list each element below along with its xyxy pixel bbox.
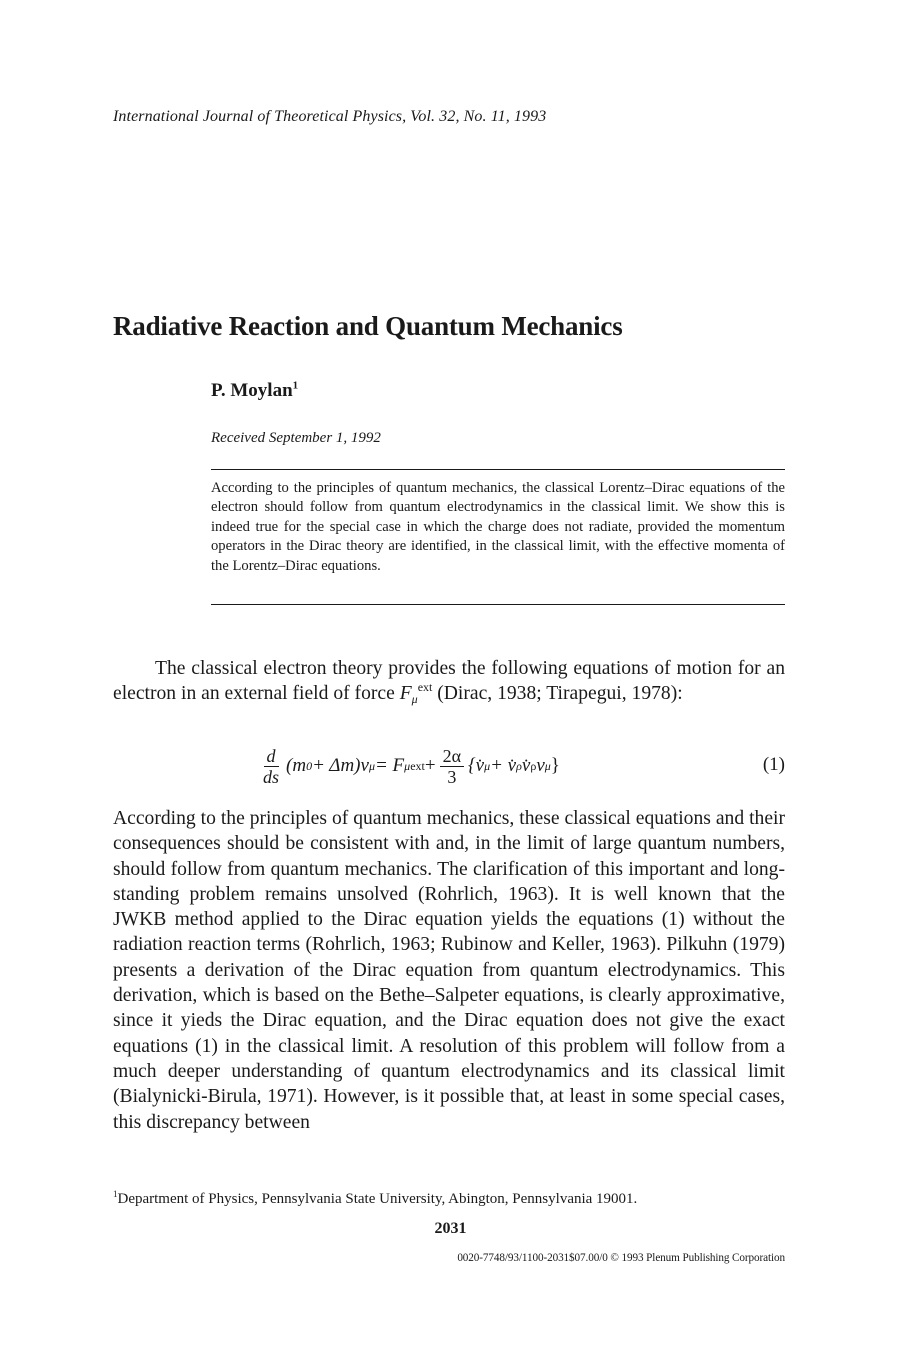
paper-title: Radiative Reaction and Quantum Mechanics xyxy=(113,311,623,341)
equation-lhs-mid: + Δm)v xyxy=(312,755,369,776)
force-subscript: μ xyxy=(411,692,418,707)
velocity-last: v xyxy=(536,755,545,776)
abstract: According to the principles of quantum mechanics, the classical Lorentz–Dirac equations of the electron should follow from quantum electrodynamics in the classical limit. We show this is indeed true for the special case in which the charge does not radiate, provided the momentum operators in the Dirac theory are identified, in the classical limit, with the effective momenta of the Lorentz–Dirac equations. xyxy=(211,480,785,574)
footnote-text: Department of Physics, Pennsylvania State University, Abington, Pennsylvania 19001. xyxy=(117,1191,638,1207)
derivative-denominator: ds xyxy=(263,766,280,787)
footnote-mark: 1 xyxy=(113,1189,118,1199)
author-name: P. Moylan xyxy=(211,380,293,401)
force-symbol: F xyxy=(399,683,412,705)
coefficient-numerator: 2α xyxy=(440,746,464,767)
equation-plus: + xyxy=(424,755,436,776)
derivative-numerator: d xyxy=(264,746,279,767)
abstract-bottom-rule xyxy=(211,604,785,605)
footnote xyxy=(113,1191,637,1208)
vdot-term: v̇ xyxy=(521,755,531,776)
copyright-line: 0020-7748/93/1100-2031$07.00/0 © 1993 Plenum Publishing Corporation xyxy=(457,1252,785,1264)
brace-close: } xyxy=(550,755,560,776)
equation-number: (1) xyxy=(762,754,785,775)
brace-open-term: {v̇ xyxy=(468,755,485,776)
equation-equals-force: = F xyxy=(374,755,405,776)
derivative-fraction xyxy=(260,746,282,787)
body-paragraph-2: According to the principles of quantum mechanics, these classical equations and their consequences should be consistent with and, in the limit of large quantum numbers, should follow from quantum mechanics. The clarification of this important and long-standing problem remains unsolved (Rohrlich, 1963). It is well known that the JWKB method applied to the Dirac equation yields the equations (1) without the radiation reaction terms (Rohrlich, 1963; Rubinow and Keller, 1963). Pilkuhn (1979) presents a derivation of the Dirac equation from quantum electrodynamics. This derivation, which is based on the Bethe–Salpeter equations, is clearly approximative, since it yieds the Dirac equation, and the Dirac equation does not give the exact equations (1) in the classical limit. A resolution of this problem will follow from a much deeper understanding of quantum electrodynamics and its classical limit (Bialynicki-Birula, 1971). However, is it possible that, at least in some special cases, this discrepancy between xyxy=(113,808,785,1133)
abstract-top-rule xyxy=(211,469,785,470)
received-date: Received September 1, 1992 xyxy=(211,430,381,446)
body-paragraph-1 xyxy=(113,656,785,707)
coefficient-denominator: 3 xyxy=(447,766,457,787)
equation-1 xyxy=(113,738,785,794)
author-line xyxy=(211,380,298,402)
equation-body: $\frac{d}{ds}$ (m 0 + Δm)v μ = F μ ext + $\frac{2\alpha}{3}$ {v̇ μ + v̇ ρ v̇ ρ v μ } xyxy=(256,738,560,794)
coefficient-fraction xyxy=(440,746,464,787)
equation-lhs-open: (m xyxy=(286,755,307,776)
equation-plus-2: + v̇ xyxy=(490,755,517,776)
author-footnote-mark: 1 xyxy=(292,379,299,392)
force-superscript: ext xyxy=(417,680,433,695)
journal-header: International Journal of Theoretical Physics, Vol. 32, No. 11, 1993 xyxy=(113,108,547,125)
page-number: 2031 xyxy=(434,1220,467,1237)
paragraph-1-citation: (Dirac, 1938; Tirapegui, 1978): xyxy=(432,683,683,705)
paragraph-1-text: The classical electron theory provides the following equations of motion for an electron in an external field of force xyxy=(113,658,785,705)
